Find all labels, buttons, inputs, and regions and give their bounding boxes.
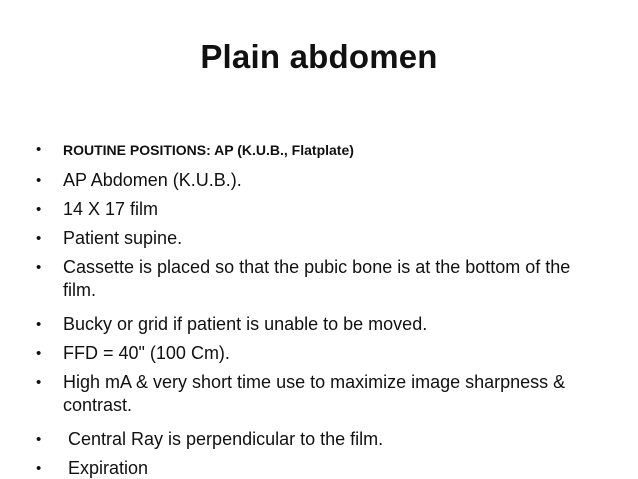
- bullet-text: Patient supine.: [63, 228, 183, 248]
- bullet-dot: •: [36, 316, 42, 333]
- bullet-item: [36, 198, 596, 221]
- slide-title: Plain abdomen: [200, 38, 438, 75]
- bullet-text: Central Ray is perpendicular to the film.: [68, 429, 384, 449]
- bullet-item: [36, 457, 596, 479]
- bullet-text: 14 X 17 film: [63, 199, 159, 219]
- bullet-dot: •: [36, 431, 42, 448]
- bullet-item: [36, 371, 596, 417]
- bullet-dot: •: [36, 230, 42, 247]
- bullet-item: [36, 227, 596, 250]
- bullet-item: [36, 313, 596, 336]
- bullet-dot: •: [36, 345, 42, 362]
- bullet-dot: •: [36, 141, 42, 158]
- bullet-text: FFD = 40" (100 Cm).: [63, 343, 230, 363]
- bullet-text: High mA & very short time use to maximize image sharpness & contrast.: [63, 372, 566, 415]
- bullet-text: Cassette is placed so that the pubic bone is at the bottom of the film.: [63, 257, 571, 300]
- bullet-dot: •: [36, 259, 42, 276]
- bullet-text: ROUTINE POSITIONS: AP (K.U.B., Flatplate): [63, 142, 354, 158]
- bullet-item: [36, 342, 596, 365]
- bullet-item: [36, 256, 596, 302]
- bullet-dot: •: [36, 201, 42, 218]
- bullet-item: [36, 140, 596, 160]
- bullet-item: [36, 428, 596, 451]
- bullet-text: Bucky or grid if patient is unable to be moved.: [63, 314, 428, 334]
- bullet-text: AP Abdomen (K.U.B.).: [63, 170, 242, 190]
- bullet-item: [36, 169, 596, 192]
- bullet-text: Expiration: [68, 458, 149, 478]
- bullet-dot: •: [36, 460, 42, 477]
- bullet-dot: •: [36, 172, 42, 189]
- bullet-dot: •: [36, 374, 42, 391]
